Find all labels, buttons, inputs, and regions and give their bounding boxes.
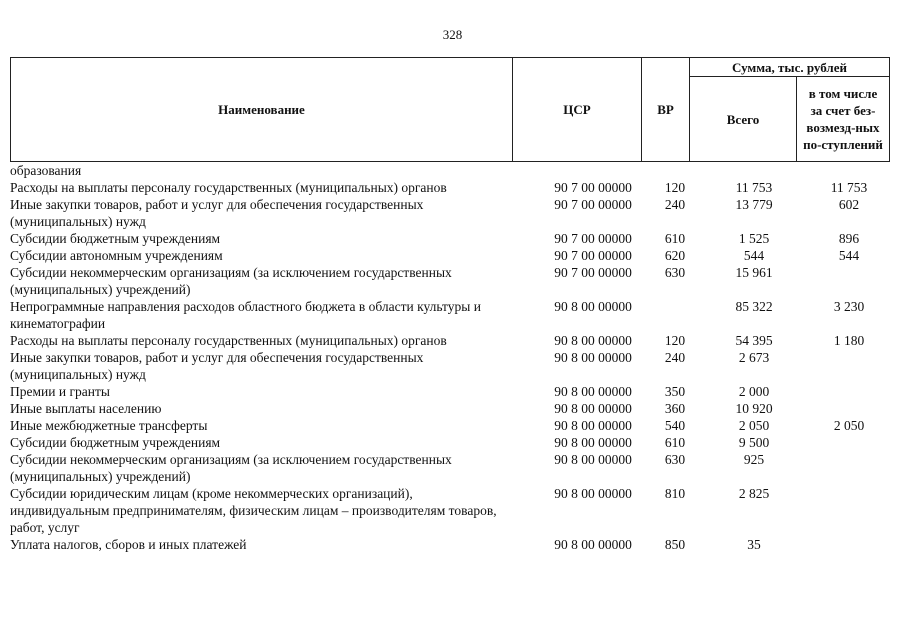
row-vr: 350 [664,384,686,399]
row-total: 2 673 [738,350,770,365]
table-row [10,400,890,417]
row-free: 544 [838,248,860,263]
page-number: 328 [442,27,463,42]
row-total: 85 322 [735,299,773,314]
row-vr: 240 [664,350,686,365]
row-name: Расходы на выплаты персоналу государственных (муниципальных) органов [10,180,447,195]
row-csr: 90 7 00 00000 [554,180,632,195]
row-free: 3 230 [833,299,865,314]
row-vr: 810 [664,486,686,501]
header-sum: Сумма, тыс. рублей [689,57,890,77]
row-csr: 90 8 00 00000 [554,350,632,365]
row-name: Иные межбюджетные трансферты [10,418,208,433]
row-name: Иные закупки товаров, работ и услуг для обеспечения государственных (муниципальных) нужд [10,350,424,382]
row-free: 896 [838,231,860,246]
table-row [10,417,890,434]
table-row [10,349,890,383]
table-row [10,451,890,485]
table-row [10,247,890,264]
header-csr: ЦСР [512,57,642,162]
row-name: Субсидии юридическим лицам (кроме некоммерческих организаций), индивидуальным предпринимателям, физическим лицам – производителям товаров, работ, услуг [10,486,497,535]
table-row [10,196,890,230]
row-vr: 630 [664,265,686,280]
row-csr: 90 8 00 00000 [554,486,632,501]
row-total: 10 920 [735,401,773,416]
row-name: Субсидии бюджетным учреждениям [10,231,221,246]
row-free: 602 [838,197,860,212]
header-free: в том числе за счет без-возмезд-ных по-ступлений [796,76,890,162]
table-row [10,434,890,451]
row-total: 35 [747,537,761,552]
header-vr: ВР [641,57,690,162]
row-name: Премии и гранты [10,384,110,399]
row-total: 15 961 [735,265,773,280]
row-vr: 360 [664,401,686,416]
row-vr: 540 [664,418,686,433]
row-csr: 90 7 00 00000 [554,265,632,280]
row-name: Иные закупки товаров, работ и услуг для обеспечения государственных (муниципальных) нужд [10,197,424,229]
row-total: 2 000 [738,384,770,399]
table-row [10,179,890,196]
row-vr: 120 [664,180,686,195]
row-csr: 90 8 00 00000 [554,418,632,433]
row-name: Субсидии бюджетным учреждениям [10,435,221,450]
row-csr: 90 8 00 00000 [554,333,632,348]
row-total: 9 500 [738,435,770,450]
table-row [10,298,890,332]
row-csr: 90 8 00 00000 [554,384,632,399]
row-name: образования [10,163,82,178]
row-total: 11 753 [735,180,773,195]
row-name: Субсидии некоммерческим организациям (за исключением государственных (муниципальных) учреждений) [10,265,452,297]
row-free: 1 180 [833,333,865,348]
row-total: 2 825 [738,486,770,501]
row-name: Иные выплаты населению [10,401,162,416]
row-total: 1 525 [738,231,770,246]
row-name: Субсидии некоммерческим организациям (за исключением государственных (муниципальных) учреждений) [10,452,452,484]
table-row [10,332,890,349]
row-csr: 90 7 00 00000 [554,197,632,212]
table-row [10,485,890,536]
row-vr: 630 [664,452,686,467]
row-total: 13 779 [735,197,773,212]
row-free: 2 050 [833,418,865,433]
row-total: 2 050 [738,418,770,433]
row-total: 544 [743,248,765,263]
row-csr: 90 8 00 00000 [554,401,632,416]
table-row [10,536,890,553]
row-total: 925 [743,452,765,467]
row-name: Субсидии автономным учреждениям [10,248,223,263]
row-vr: 610 [664,435,686,450]
row-vr: 240 [664,197,686,212]
table-row [10,230,890,247]
row-csr: 90 7 00 00000 [554,231,632,246]
table-row [10,383,890,400]
row-vr: 610 [664,231,686,246]
header-total: Всего [689,76,797,162]
row-vr: 620 [664,248,686,263]
row-vr: 120 [664,333,686,348]
row-free: 11 753 [830,180,868,195]
table-body [10,162,890,553]
header-name: Наименование [10,57,513,162]
row-csr: 90 8 00 00000 [554,537,632,552]
row-name: Расходы на выплаты персоналу государственных (муниципальных) органов [10,333,447,348]
row-csr: 90 8 00 00000 [554,435,632,450]
row-csr: 90 7 00 00000 [554,248,632,263]
row-name: Непрограммные направления расходов областного бюджета в области культуры и кинематографии [10,299,481,331]
row-csr: 90 8 00 00000 [554,452,632,467]
row-csr: 90 8 00 00000 [554,299,632,314]
table-row [10,162,890,179]
row-total: 54 395 [735,333,773,348]
table-row [10,264,890,298]
row-vr: 850 [664,537,686,552]
row-name: Уплата налогов, сборов и иных платежей [10,537,247,552]
